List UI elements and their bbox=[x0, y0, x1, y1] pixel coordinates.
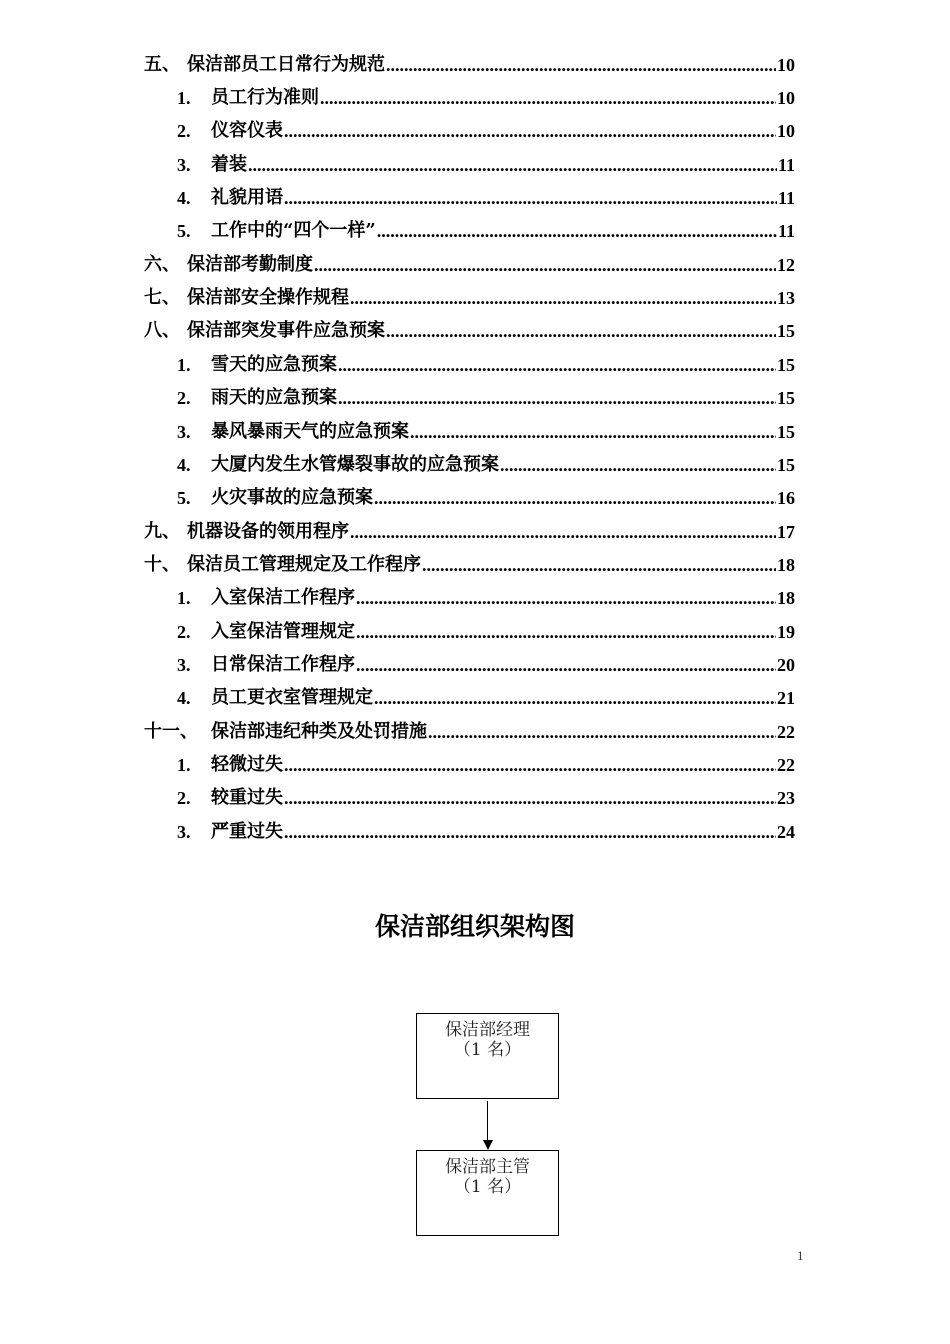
toc-entry-page: 16 bbox=[777, 488, 795, 508]
toc-entry-number: 1. bbox=[177, 755, 191, 775]
toc-entry[interactable] bbox=[177, 452, 795, 476]
toc-entry[interactable] bbox=[177, 118, 795, 142]
toc-entry-title: 仪容仪表 bbox=[211, 120, 283, 141]
toc-entry[interactable] bbox=[177, 752, 795, 776]
toc-entry-number: 1. bbox=[177, 88, 191, 108]
toc-leader-dots bbox=[338, 387, 776, 409]
toc-entry-page: 11 bbox=[777, 221, 795, 241]
toc-entry-number: 1. bbox=[177, 355, 191, 375]
toc-entry-number: 2. bbox=[177, 622, 191, 642]
toc-entry-title: 日常保洁工作程序 bbox=[211, 654, 355, 675]
toc-entry-title: 入室保洁管理规定 bbox=[211, 621, 355, 642]
toc-entry-number: 八、 bbox=[144, 320, 180, 341]
toc-entry-number: 3. bbox=[177, 155, 191, 175]
toc-entry-number: 5. bbox=[177, 221, 191, 241]
toc-entry-number: 4. bbox=[177, 455, 191, 475]
toc-entry-page: 18 bbox=[777, 555, 795, 575]
toc-entry-page: 10 bbox=[777, 55, 795, 75]
toc-leader-dots bbox=[284, 187, 777, 209]
toc-entry[interactable] bbox=[177, 485, 795, 509]
toc-entry[interactable] bbox=[177, 385, 795, 409]
toc-leader-dots bbox=[320, 87, 776, 109]
toc-entry-title: 火灾事故的应急预案 bbox=[211, 487, 373, 508]
toc-entry-number: 2. bbox=[177, 121, 191, 141]
toc-entry-page: 15 bbox=[777, 422, 795, 442]
toc-entry-number: 九、 bbox=[144, 521, 180, 542]
toc-entry[interactable] bbox=[177, 619, 795, 643]
toc-leader-dots bbox=[422, 554, 776, 576]
toc-entry-page: 10 bbox=[777, 121, 795, 141]
toc-entry-number: 十一、 bbox=[144, 721, 198, 742]
toc-entry-number: 5. bbox=[177, 488, 191, 508]
toc-entry-page: 13 bbox=[777, 288, 795, 308]
toc-entry-title: 机器设备的领用程序 bbox=[187, 521, 349, 542]
toc-entry-page: 15 bbox=[777, 321, 795, 341]
toc-entry-page: 19 bbox=[777, 622, 795, 642]
toc-entry-page: 15 bbox=[777, 388, 795, 408]
toc-leader-dots bbox=[500, 454, 776, 476]
toc-entry-title: 严重过失 bbox=[211, 821, 283, 842]
toc-entry-title: 保洁部突发事件应急预案 bbox=[187, 320, 385, 341]
toc-entry-page: 11 bbox=[777, 155, 795, 175]
toc-leader-dots bbox=[410, 421, 776, 443]
org-box-count: （1 名） bbox=[453, 1040, 522, 1060]
toc-entry-title: 雪天的应急预案 bbox=[211, 354, 337, 375]
toc-leader-dots bbox=[350, 521, 776, 543]
toc-entry[interactable] bbox=[177, 419, 795, 443]
page-number: 1 bbox=[797, 1248, 804, 1263]
toc-entry-number: 十、 bbox=[144, 554, 180, 575]
toc-leader-dots bbox=[338, 354, 776, 376]
toc-entry[interactable] bbox=[144, 552, 795, 576]
toc-entry[interactable] bbox=[177, 685, 795, 709]
toc-entry[interactable] bbox=[144, 719, 795, 743]
toc-entry-page: 21 bbox=[777, 688, 795, 708]
toc-entry[interactable] bbox=[177, 352, 795, 376]
org-box-manager bbox=[416, 1013, 559, 1099]
toc-entry-number: 2. bbox=[177, 388, 191, 408]
org-chart-title: 保洁部组织架构图 bbox=[374, 912, 575, 941]
toc-leader-dots bbox=[386, 54, 776, 76]
toc-leader-dots bbox=[374, 687, 776, 709]
toc-entry-title: 较重过失 bbox=[211, 787, 283, 808]
toc-leader-dots bbox=[356, 654, 776, 676]
org-box-role: 保洁部经理 bbox=[445, 1020, 530, 1040]
toc-entry-page: 22 bbox=[777, 755, 795, 775]
toc-entry-page: 17 bbox=[777, 522, 795, 542]
toc-entry-title: 员工行为准则 bbox=[211, 87, 319, 108]
toc-entry[interactable] bbox=[144, 519, 795, 543]
toc-entry[interactable] bbox=[177, 85, 795, 109]
toc-entry-page: 23 bbox=[777, 788, 795, 808]
toc-entry-page: 18 bbox=[777, 588, 795, 608]
toc-entry-page: 22 bbox=[777, 722, 795, 742]
toc-entry-title: 雨天的应急预案 bbox=[211, 387, 337, 408]
toc-entry-number: 1. bbox=[177, 588, 191, 608]
toc-entry[interactable] bbox=[177, 652, 795, 676]
toc-entry-number: 3. bbox=[177, 822, 191, 842]
toc-leader-dots bbox=[356, 587, 776, 609]
org-box-role: 保洁部主管 bbox=[445, 1157, 530, 1177]
toc-leader-dots bbox=[428, 721, 776, 743]
toc-entry-page: 20 bbox=[777, 655, 795, 675]
toc-leader-dots bbox=[284, 821, 776, 843]
toc-entry[interactable] bbox=[177, 152, 795, 176]
toc-entry[interactable] bbox=[144, 52, 795, 76]
toc-entry-page: 12 bbox=[777, 255, 795, 275]
toc-entry-number: 五、 bbox=[144, 54, 180, 75]
org-box-count: （1 名） bbox=[453, 1177, 522, 1197]
toc-leader-dots bbox=[284, 754, 776, 776]
toc-entry-number: 3. bbox=[177, 655, 191, 675]
toc-entry[interactable] bbox=[177, 785, 795, 809]
toc-entry[interactable] bbox=[144, 285, 795, 309]
toc-entry-title: 大厦内发生水管爆裂事故的应急预案 bbox=[211, 454, 499, 475]
toc-leader-dots bbox=[284, 787, 776, 809]
toc-entry[interactable] bbox=[177, 218, 795, 242]
toc-leader-dots bbox=[314, 254, 776, 276]
org-box-supervisor bbox=[416, 1150, 559, 1236]
toc-leader-dots bbox=[386, 320, 776, 342]
toc-entry-number: 3. bbox=[177, 422, 191, 442]
toc-entry-number: 4. bbox=[177, 188, 191, 208]
toc-entry-number: 2. bbox=[177, 788, 191, 808]
toc-entry-title: 轻微过失 bbox=[211, 754, 283, 775]
toc-entry-page: 15 bbox=[777, 355, 795, 375]
toc-entry-title: 保洁部员工日常行为规范 bbox=[187, 54, 385, 75]
toc-leader-dots bbox=[284, 120, 776, 142]
toc-entry-title: 暴风暴雨天气的应急预案 bbox=[211, 421, 409, 442]
toc-entry[interactable] bbox=[177, 185, 795, 209]
toc-entry[interactable] bbox=[144, 318, 795, 342]
toc-entry-title: 入室保洁工作程序 bbox=[211, 587, 355, 608]
toc-entry-title: 保洁部考勤制度 bbox=[187, 254, 313, 275]
toc-leader-dots bbox=[377, 220, 777, 242]
toc-entry-page: 15 bbox=[777, 455, 795, 475]
toc-entry[interactable] bbox=[177, 585, 795, 609]
toc-entry-title: 保洁部安全操作规程 bbox=[187, 287, 349, 308]
toc-leader-dots bbox=[248, 154, 777, 176]
toc-entry-title: 保洁员工管理规定及工作程序 bbox=[187, 554, 421, 575]
toc-entry-title: 保洁部违纪种类及处罚措施 bbox=[211, 721, 427, 742]
toc-leader-dots bbox=[350, 287, 776, 309]
toc-entry-number: 七、 bbox=[144, 287, 180, 308]
org-connector-line bbox=[487, 1101, 488, 1142]
toc-entry-page: 11 bbox=[777, 188, 795, 208]
toc-entry[interactable] bbox=[144, 252, 795, 276]
toc-entry-title: 礼貌用语 bbox=[211, 187, 283, 208]
arrow-down-icon bbox=[483, 1140, 493, 1150]
toc-entry-page: 24 bbox=[777, 822, 795, 842]
toc-entry-number: 4. bbox=[177, 688, 191, 708]
toc-entry-page: 10 bbox=[777, 88, 795, 108]
toc-leader-dots bbox=[374, 487, 776, 509]
toc-entry-title: 员工更衣室管理规定 bbox=[211, 687, 373, 708]
toc-leader-dots bbox=[356, 621, 776, 643]
toc-entry-title: 工作中的“四个一样” bbox=[211, 220, 376, 241]
toc-entry-title: 着装 bbox=[211, 154, 247, 175]
toc-entry-number: 六、 bbox=[144, 254, 180, 275]
toc-entry[interactable] bbox=[177, 819, 795, 843]
